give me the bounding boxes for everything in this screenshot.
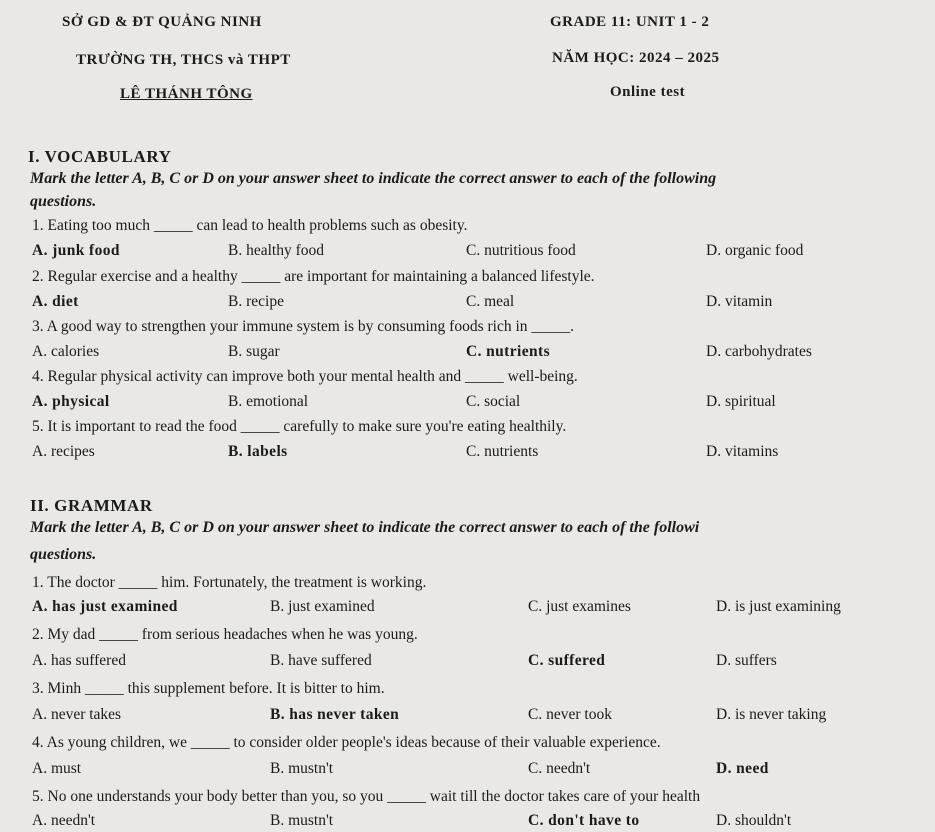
vocab-q1-option-c[interactable]: C. nutritious food (466, 242, 576, 259)
grammar-q1-option-c[interactable]: C. just examines (528, 598, 631, 615)
grammar-q4-option-d[interactable]: D. need (716, 760, 769, 777)
grammar-q4-option-a[interactable]: A. must (32, 760, 82, 777)
grammar-question-1: 1. The doctor _____ him. Fortunately, the treatment is working. (32, 574, 427, 591)
grammar-question-2: 2. My dad _____ from serious headaches when he was young. (32, 626, 418, 643)
vocab-question-4: 4. Regular physical activity can improve both your mental health and _____ well-being. (32, 368, 578, 385)
vocab-q2-option-b[interactable]: B. recipe (228, 293, 284, 310)
vocabulary-instruction: Mark the letter A, B, C or D on your answer sheet to indicate the correct answer to each of the following (30, 170, 717, 187)
vocabulary-title: I. VOCABULARY (28, 147, 172, 166)
grammar-instruction: Mark the letter A, B, C or D on your answer sheet to indicate the correct answer to each of the followi (30, 519, 700, 536)
grammar-q5-option-b[interactable]: B. mustn't (270, 812, 334, 829)
grammar-q2-option-a[interactable]: A. has suffered (32, 652, 126, 669)
vocab-question-1: 1. Eating too much _____ can lead to health problems such as obesity. (32, 217, 468, 234)
grammar-question-4: 4. As young children, we _____ to consider older people's ideas because of their valuable experience. (32, 734, 661, 751)
grammar-q1-option-d[interactable]: D. is just examining (716, 598, 841, 615)
vocab-q1-option-d[interactable]: D. organic food (706, 242, 804, 259)
test-type: Online test (610, 84, 686, 100)
grammar-question-5: 5. No one understands your body better than you, so you _____ wait till the doctor takes care of your health (32, 788, 701, 805)
grammar-question-3: 3. Minh _____ this supplement before. It is bitter to him. (32, 680, 385, 697)
grammar-q2-option-b[interactable]: B. have suffered (270, 652, 372, 669)
grammar-q3-option-b[interactable]: B. has never taken (270, 706, 400, 723)
grammar-q3-option-a[interactable]: A. never takes (32, 706, 122, 723)
grammar-q5-option-d[interactable]: D. shouldn't (716, 812, 792, 829)
vocab-q1-option-a[interactable]: A. junk food (32, 242, 120, 259)
vocab-q2-option-d[interactable]: D. vitamin (706, 293, 773, 310)
grammar-q4-option-b[interactable]: B. mustn't (270, 760, 334, 777)
grade-unit: GRADE 11: UNIT 1 - 2 (550, 14, 710, 30)
school-name-line2: LÊ THÁNH TÔNG (120, 86, 253, 102)
department-name: SỞ GD & ĐT QUẢNG NINH (62, 14, 262, 30)
school-name: TRƯỜNG TH, THCS và THPT (76, 52, 291, 68)
grammar-q2-option-c[interactable]: C. suffered (528, 652, 606, 669)
vocab-q4-option-a[interactable]: A. physical (32, 393, 110, 410)
vocab-q2-option-a[interactable]: A. diet (32, 293, 79, 310)
grammar-q5-option-c[interactable]: C. don't have to (528, 812, 640, 829)
vocab-q3-option-a[interactable]: A. calories (32, 343, 100, 360)
vocab-q3-option-d[interactable]: D. carbohydrates (706, 343, 812, 360)
vocab-question-5: 5. It is important to read the food _____ carefully to make sure you're eating healthily. (32, 418, 567, 435)
vocab-q1-option-b[interactable]: B. healthy food (228, 242, 324, 259)
vocab-q4-option-b[interactable]: B. emotional (228, 393, 309, 410)
grammar-q3-option-d[interactable]: D. is never taking (716, 706, 827, 723)
vocabulary-instruction-cont: questions. (30, 193, 97, 210)
grammar-q4-option-c[interactable]: C. needn't (528, 760, 591, 777)
grammar-q3-option-c[interactable]: C. never took (528, 706, 612, 723)
vocab-q5-option-a[interactable]: A. recipes (32, 443, 95, 460)
vocab-q4-option-d[interactable]: D. spiritual (706, 393, 776, 410)
school-year: NĂM HỌC: 2024 – 2025 (552, 50, 720, 66)
grammar-title: II. GRAMMAR (30, 496, 153, 515)
vocab-q4-option-c[interactable]: C. social (466, 393, 521, 410)
grammar-instruction-cont: questions. (30, 546, 97, 563)
vocab-q5-option-c[interactable]: C. nutrients (466, 443, 539, 460)
vocab-q5-option-d[interactable]: D. vitamins (706, 443, 779, 460)
grammar-q1-option-a[interactable]: A. has just examined (32, 598, 178, 615)
vocab-question-3: 3. A good way to strengthen your immune system is by consuming foods rich in _____. (32, 318, 575, 335)
vocab-q3-option-c[interactable]: C. nutrients (466, 343, 551, 360)
grammar-q1-option-b[interactable]: B. just examined (270, 598, 375, 615)
grammar-q2-option-d[interactable]: D. suffers (716, 652, 777, 669)
vocab-question-2: 2. Regular exercise and a healthy _____ are important for maintaining a balanced lifestyle. (32, 268, 595, 285)
vocab-q2-option-c[interactable]: C. meal (466, 293, 515, 310)
vocab-q3-option-b[interactable]: B. sugar (228, 343, 280, 360)
grammar-q5-option-a[interactable]: A. needn't (32, 812, 96, 829)
vocab-q5-option-b[interactable]: B. labels (228, 443, 288, 460)
